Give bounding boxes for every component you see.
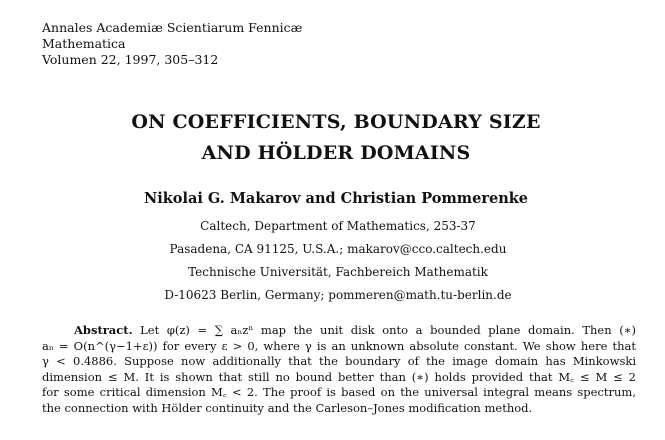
abstract-line-6: the connection with Hölder continuity and the Carleson–Jones modification method. bbox=[42, 400, 533, 415]
title-line-2: AND HÖLDER DOMAINS bbox=[201, 142, 471, 164]
abstract-text: Let φ(z) = ∑ aₙzⁿ map the unit disk onto a bounded plane domain. Then (∗) bbox=[140, 323, 637, 337]
abstract-line-4: dimension ≤ M. It is shown that still no bound better than (∗) holds provided that M꜀ ≤ M ≤ 2 bbox=[42, 369, 636, 384]
journal-header bbox=[42, 20, 302, 68]
abstract-line-3: γ < 0.4886. Suppose now additionally that the boundary of the image domain has Minkowski bbox=[42, 354, 636, 369]
affiliation-line: Pasadena, CA 91125, U.S.A.; makarov@cco.caltech.edu bbox=[169, 242, 507, 256]
journal-volume: Volumen 22, 1997, 305–312 bbox=[42, 52, 219, 67]
abstract bbox=[42, 323, 636, 417]
journal-name: Annales Academiæ Scientiarum Fennicæ bbox=[42, 20, 303, 35]
title-line-1: ON COEFFICIENTS, BOUNDARY SIZE bbox=[131, 111, 541, 133]
abstract-line-1 bbox=[42, 323, 636, 339]
affiliations bbox=[0, 215, 665, 307]
affiliation-line: Technische Universität, Fachbereich Mathematik bbox=[188, 265, 488, 279]
authors: Nikolai G. Makarov and Christian Pommerenke bbox=[143, 190, 529, 207]
affiliation-line: D-10623 Berlin, Germany; pommeren@math.tu-berlin.de bbox=[164, 288, 512, 302]
affiliation-line: Caltech, Department of Mathematics, 253-37 bbox=[200, 219, 476, 233]
abstract-label: Abstract. bbox=[74, 323, 133, 337]
journal-series: Mathematica bbox=[42, 36, 126, 51]
paper-title bbox=[0, 107, 665, 169]
abstract-line-5: for some critical dimension M꜀ < 2. The proof is based on the universal integral means spectrum, bbox=[42, 385, 636, 400]
abstract-line-2: aₙ = O(n^(γ−1+ε)) for every ε > 0, where γ is an unknown absolute constant. We show here that bbox=[42, 338, 636, 353]
